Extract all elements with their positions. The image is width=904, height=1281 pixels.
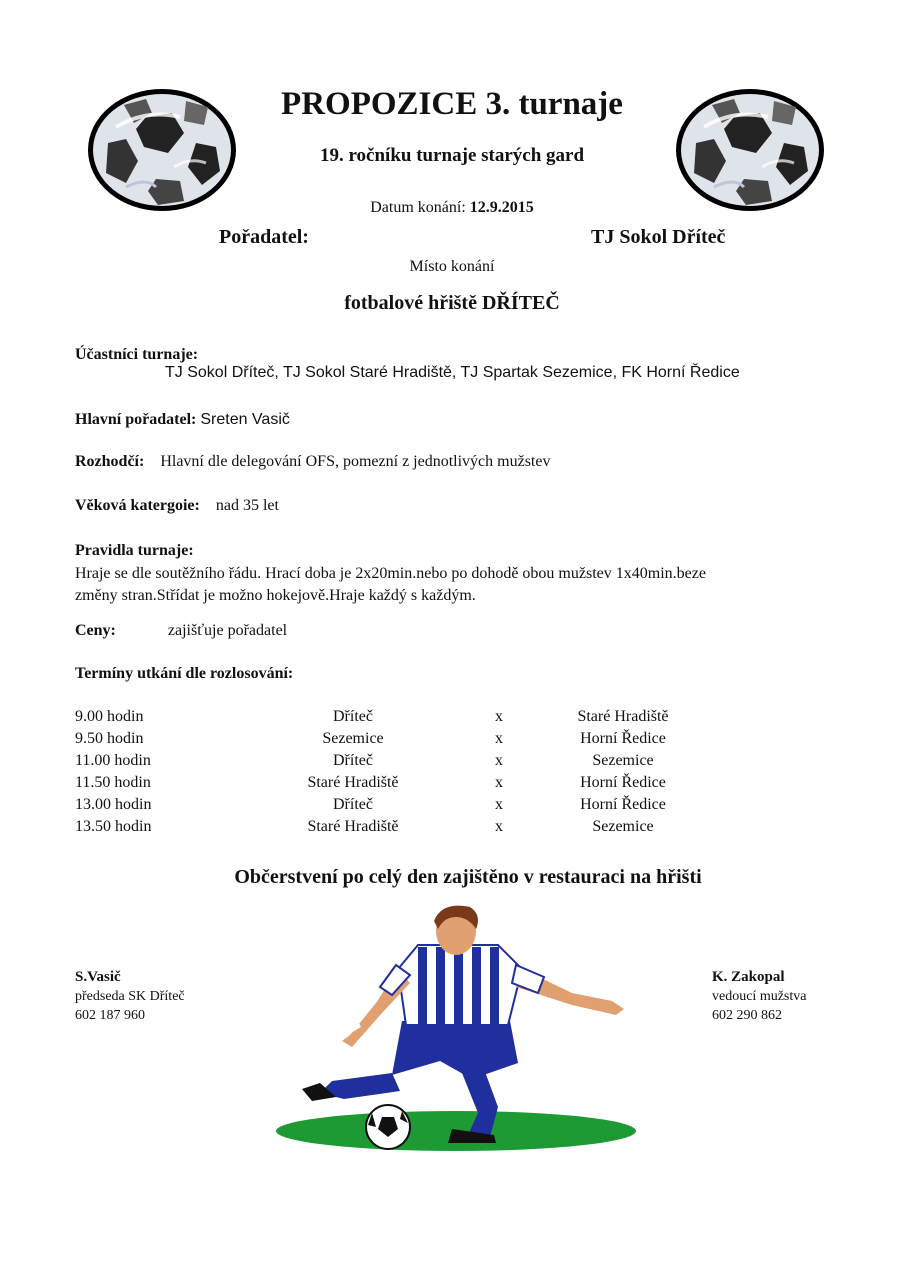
date-label: Datum konání: [370, 199, 466, 216]
signature-phone: 602 187 960 [75, 1008, 145, 1023]
rules-line: Hraje se dle soutěžního řádu. Hrací doba je 2x20min.nebo po dohodě obou mužstev 1x40min.beze [75, 565, 706, 582]
age-value: nad 35 let [215, 497, 279, 514]
versus-mark: x [495, 818, 503, 835]
participants-label: Účastníci turnaje: [75, 346, 199, 363]
match-time: 11.50 hodin [75, 774, 151, 791]
organizer-value: TJ Sokol Dříteč [591, 226, 726, 248]
away-team: Horní Ředice [580, 774, 666, 791]
away-team: Horní Ředice [580, 796, 666, 813]
home-team: Dříteč [333, 708, 373, 725]
home-team: Dříteč [333, 796, 373, 813]
table-row [0, 774, 904, 796]
date-value: 12.9.2015 [469, 199, 534, 216]
match-time: 9.50 hodin [75, 730, 144, 747]
away-team: Staré Hradiště [577, 708, 669, 725]
signature-name: S.Vasič [75, 969, 121, 985]
page-title: PROPOZICE 3. turnaje [281, 86, 623, 122]
versus-mark: x [495, 796, 503, 813]
match-time: 13.50 hodin [75, 818, 152, 835]
rules-label: Pravidla turnaje: [75, 542, 194, 559]
table-row [0, 730, 904, 752]
referees [75, 451, 550, 473]
organizer-label: Pořadatel: [219, 226, 309, 248]
signature-left [75, 968, 185, 1025]
refreshments-note: Občerstvení po celý den zajištěno v restauraci na hřišti [234, 866, 702, 888]
away-team: Sezemice [592, 818, 654, 835]
match-time: 11.00 hodin [75, 752, 151, 769]
main-organizer-value: Sreten Vasič [200, 411, 290, 428]
versus-mark: x [495, 774, 503, 791]
signature-right [712, 968, 806, 1025]
prizes-value: zajišťuje pořadatel [167, 622, 288, 639]
table-row [0, 752, 904, 774]
home-team: Staré Hradiště [307, 818, 399, 835]
home-team: Sezemice [322, 730, 384, 747]
table-row [0, 708, 904, 730]
prizes [75, 620, 287, 642]
schedule-label: Termíny utkání dle rozlosování: [75, 665, 294, 682]
referees-label: Rozhodčí: [75, 453, 145, 470]
age-label: Věková katergoie: [75, 497, 200, 514]
age-category [75, 495, 279, 517]
home-team: Dříteč [333, 752, 373, 769]
away-team: Horní Ředice [580, 730, 666, 747]
venue-label: Místo konání [409, 258, 495, 275]
participants-value: TJ Sokol Dříteč, TJ Sokol Staré Hradiště, TJ Spartak Sezemice, FK Horní Ředice [165, 364, 740, 381]
referees-value: Hlavní dle delegování OFS, pomezní z jednotlivých mužstev [160, 453, 551, 470]
page-subtitle: 19. ročníku turnaje starých gard [319, 145, 585, 166]
versus-mark: x [495, 730, 503, 747]
rules-text [75, 563, 775, 607]
versus-mark: x [495, 752, 503, 769]
table-row [0, 818, 904, 840]
match-time: 13.00 hodin [75, 796, 152, 813]
away-team: Sezemice [592, 752, 654, 769]
table-row [0, 796, 904, 818]
soccer-player-illustration [272, 903, 640, 1155]
signature-role: předseda SK Dříteč [75, 989, 185, 1004]
signature-phone: 602 290 862 [712, 1008, 782, 1023]
prizes-label: Ceny: [75, 622, 116, 639]
signature-name: K. Zakopal [712, 969, 785, 985]
versus-mark: x [495, 708, 503, 725]
main-organizer [75, 409, 290, 431]
venue-value: fotbalové hřiště DŘÍTEČ [344, 292, 560, 314]
rules-line: změny stran.Střídat je možno hokejově.Hraje každý s každým. [75, 587, 476, 604]
home-team: Staré Hradiště [307, 774, 399, 791]
signature-role: vedoucí mužstva [712, 989, 807, 1004]
date-line [0, 199, 904, 217]
main-organizer-label: Hlavní pořadatel: [75, 411, 197, 428]
match-time: 9.00 hodin [75, 708, 144, 725]
